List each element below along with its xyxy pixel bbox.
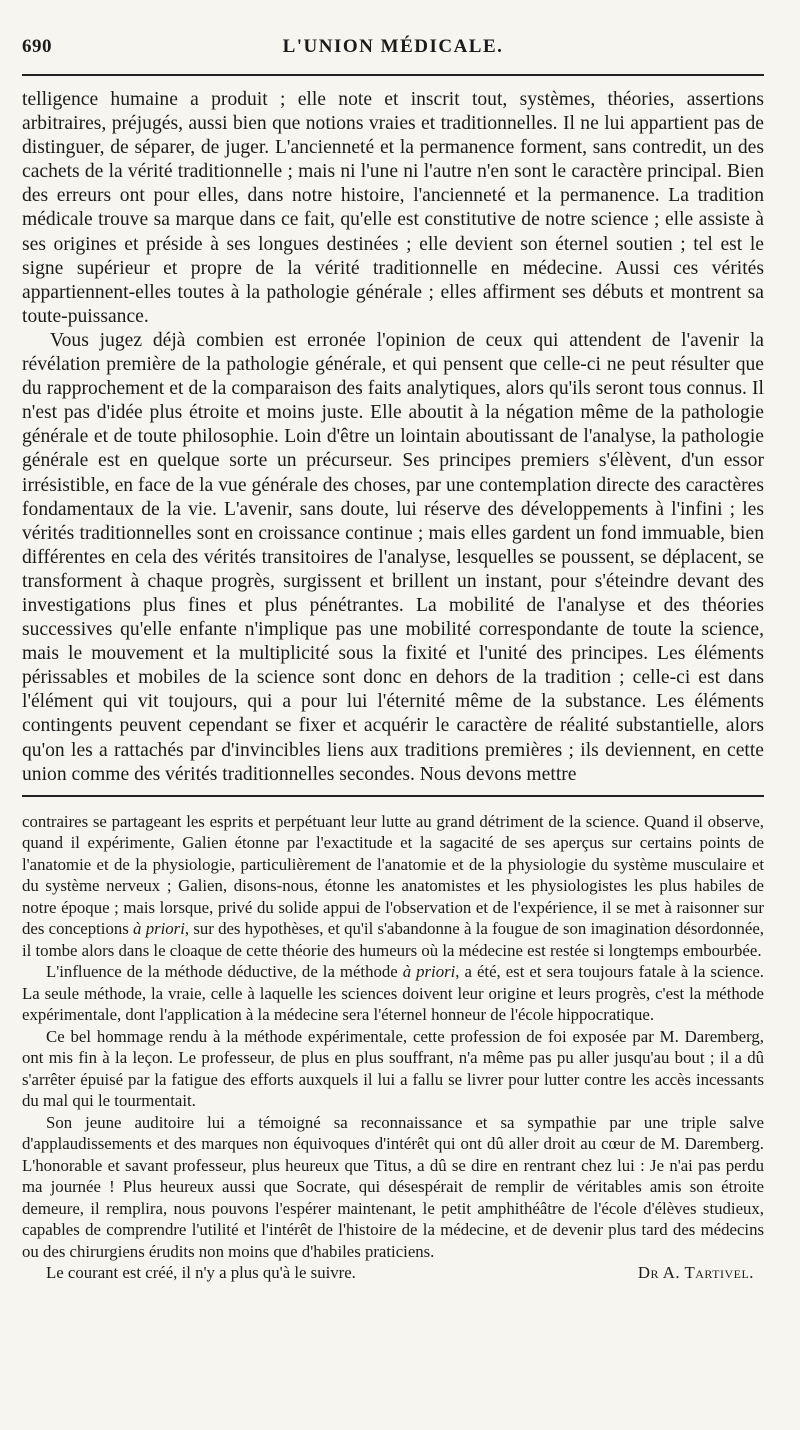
- body-paragraph: Vous jugez déjà combien est erronée l'opinion de ceux qui attendent de l'avenir la révélation première de la pathologie générale, et qui pensent que celle-ci ne peut résulter que du rapprochement et de la comparaison des faits analytiques, alors qu'ils seront tous connus. Il n'est pas d'idée plus étroite et moins juste. Elle aboutit à la négation même de la pathologie générale et de toute philosophie. Loin d'être un lointain aboutissant de l'analyse, la pathologie générale est en quelque sorte un précurseur. Ses principes premiers s'élèvent, d'un essor irrésistible, en face de la vue générale des choses, par une contemplation directe des caractères fondamentaux de la vie. L'avenir, sans doute, lui réserve des développements à l'infini ; les vérités traditionnelles sont en croissance continue ; mais elles gardent un fond immuable, bien différentes en cela des vérités transitoires de l'analyse, lesquelles se poussent, se déplacent, se transforment à chaque progrès, surgissent et brillent un instant, pour s'éteindre devant des investigations plus fines et plus pénétrantes. La mobilité de l'analyse et des théories successives qu'elle enfante n'implique pas une mobilité correspondante de toute la science, mais le mouvement et la multiplicité sous la fixité et l'unité des principes. Les éléments périssables et mobiles de la science sont donc en dehors de la tradition ; celle-ci est dans l'élément qui vit toujours, qui a pour lui l'éternité même de la substance. Les éléments contingents peuvent cependant se fixer et acquérir le caractère de réalité substantielle, alors qu'on les a rattachés par d'invincibles liens aux traditions premières ; ils deviennent, en cette union comme des vérités traditionnelles secondes. Nous devons mettre: [22, 329, 764, 785]
- author-signature: Dr A. Tartivel.: [637, 1263, 754, 1283]
- body-paragraph: telligence humaine a produit ; elle note et inscrit tout, systèmes, théories, assertions arbitraires, préjugés, aussi bien que notions vraies et traditionnelles. Il ne lui appartient pas de distinguer, de séparer, de juger. L'ancienneté et la permanence forment, sans contredit, un des cachets de la vérité traditionnelle ; mais ni l'une ni l'autre n'en sont le caractère principal. Bien des erreurs ont pour elles, dans notre histoire, l'ancienneté et la permanence. La tradition médicale trouve sa marque dans ce fait, qu'elle est constitutive de notre science ; elle assiste à ses origines et préside à ses longues destinées ; elle devient son éternel soutien ; tel est le signe supérieur et propre de la vérité traditionnelle en médecine. Aussi ces vérités appartiennent-elles toutes à la pathologie générale ; elles affirment ses débuts et montrent sa toute-puissance.: [22, 89, 764, 327]
- running-title: L'UNION MÉDICALE.: [282, 36, 504, 57]
- footnote-italic: à priori: [133, 919, 185, 939]
- closing-line: [22, 1262, 764, 1284]
- footnote-block: [22, 811, 764, 1284]
- main-body: [22, 88, 764, 787]
- footnote-italic: à priori: [402, 962, 456, 982]
- footnote-paragraph: [22, 811, 764, 962]
- closing-sentence: Le courant est créé, il n'y a plus qu'à le suivre.: [46, 1263, 356, 1283]
- page-number: 690: [22, 36, 52, 57]
- footnote-text: L'influence de la méthode déductive, de la méthode: [46, 962, 398, 982]
- footnote-paragraph: Ce bel hommage rendu à la méthode expérimentale, cette profession de foi exposée par M. Daremberg, ont mis fin à la leçon. Le professeur, de plus en plus souffrant, n'a même pas pu aller jusqu'au bout ; il a dû s'arrêter épuisé par la fatigue des efforts auxquels il lui a fallu se livrer pour lutter contre les accès incessants du mal qui le tourmentait.: [22, 1026, 764, 1111]
- footnote-text: , a été, est et sera toujours fatale à la science. La seule méthode, la vraie, celle à laquelle les sciences doivent leur origine et leurs progrès, c'est la méthode expérimentale, dont l'application à la médecine sera l'éternel honneur de l'école hippocratique.: [22, 962, 764, 1025]
- footnote-paragraph: Son jeune auditoire lui a témoigné sa reconnaissance et sa sympathie par une triple salve d'applaudissements et des marques non équivoques d'intérêt qui ont dû aller droit au cœur de M. Daremberg. L'honorable et savant professeur, plus heureux que Titus, a dû se dire en rentrant chez lui : Je n'ai pas perdu ma journée ! Plus heureux aussi que Socrate, qui désespérait de remplir de véritables amis son étroite demeure, il remplira, nous pouvons l'espérer maintenant, le petit amphithéâtre de l'école d'élèves studieux, capables de comprendre l'utilité et l'intérêt de l'histoire de la médecine, et de devenir plus tard des médecins ou des chirurgiens érudits non moins que d'habiles praticiens.: [22, 1112, 764, 1261]
- page-header: [22, 32, 764, 62]
- footnote-text: contraires se partageant les esprits et perpétuant leur lutte au grand détriment de la science. Quand il observe, quand il expérimente, Galien étonne par l'exactitude et la sagacité de ses aperçus sur certains points de l'anatomie et de la physiologie, particulièrement de l'anatomie et de la physiologie du système musculaire et du système nerveux ; Galien, disons-nous, étonne les anatomistes et les physiologistes les plus habiles de notre époque ; mais lorsque, privé du solide appui de l'observation et de l'expérience, il se met à raisonner sur des conceptions: [22, 811, 764, 939]
- footnote-paragraph: [22, 961, 764, 1026]
- header-rule: [22, 74, 764, 76]
- footnote-rule: [22, 795, 764, 797]
- footnote-text: , sur des hypothèses, et qu'il s'abandonne à la fougue de son imagination désordonnée, il tombe alors dans le cloaque de cette théorie des humeurs où la médecine est restée si longtemps embourbée.: [22, 919, 765, 960]
